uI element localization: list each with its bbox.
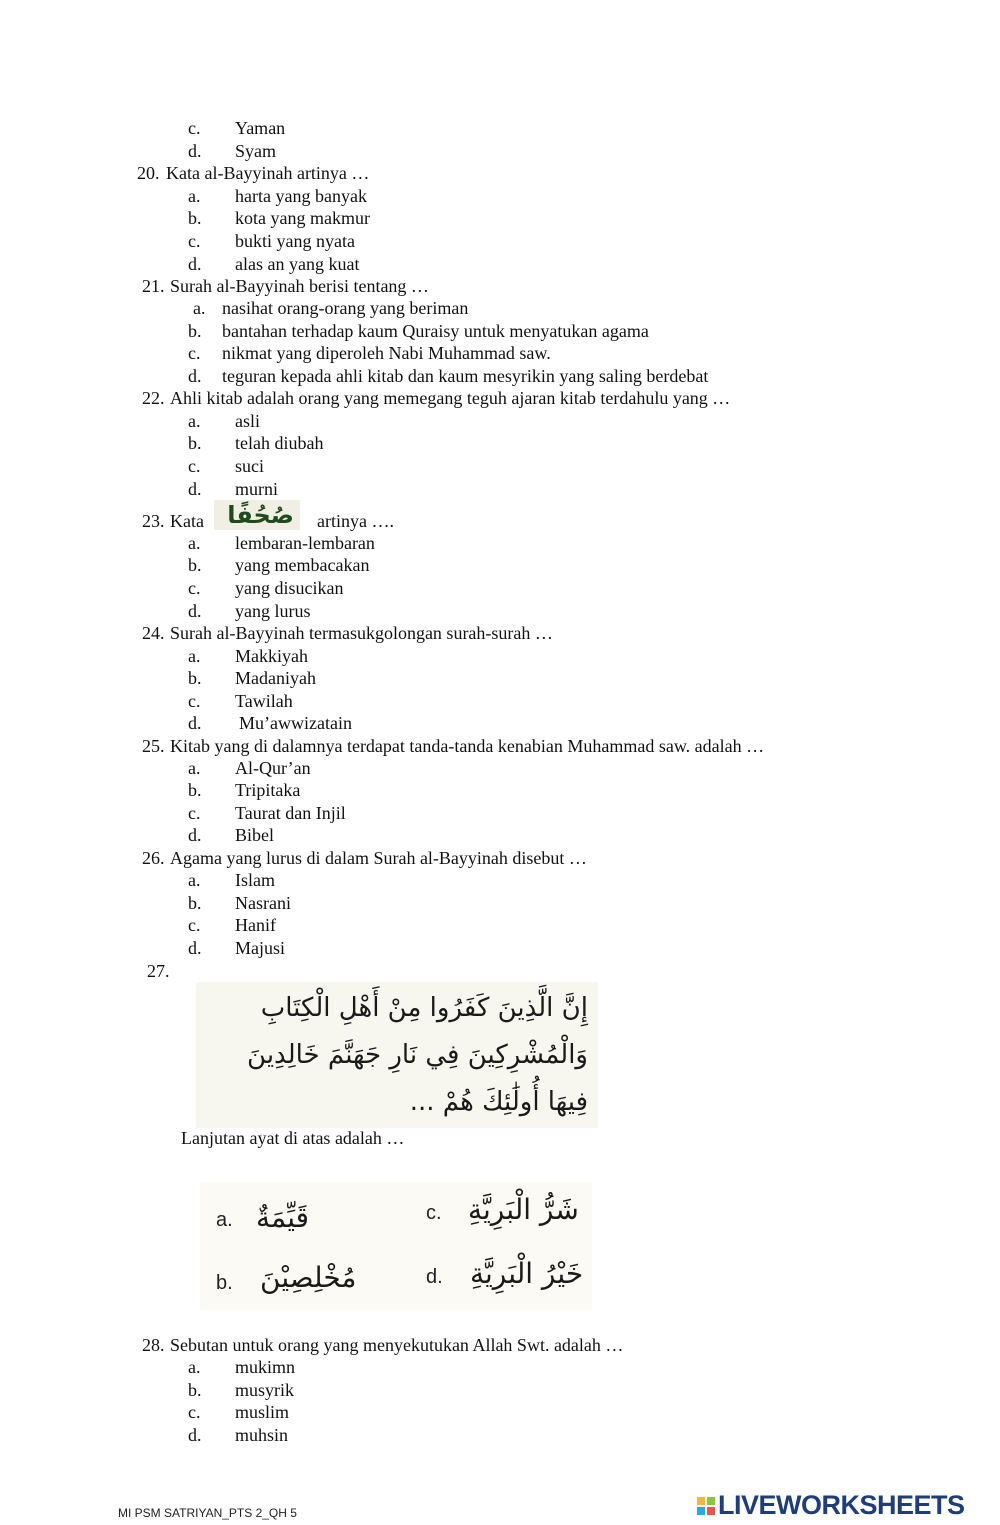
question-number: 20. <box>137 163 160 183</box>
option-text[interactable]: Bibel <box>235 825 274 845</box>
logo-icon <box>697 1497 715 1515</box>
choice-arabic[interactable]: قَيِّمَةٌ <box>256 1201 310 1234</box>
option-text[interactable]: muslim <box>235 1402 290 1422</box>
option-text[interactable]: harta yang banyak <box>235 186 367 206</box>
option-letter: d. <box>188 479 202 499</box>
question-stem: Kitab yang di dalamnya terdapat tanda-tanda kenabian Muhammad saw. adalah … <box>170 736 765 756</box>
liveworksheets-logo[interactable] <box>697 1490 965 1521</box>
option-text[interactable]: Al-Qur’an <box>235 758 311 778</box>
logo-square <box>707 1507 715 1515</box>
option-text[interactable]: Tawilah <box>235 691 293 711</box>
option-text[interactable]: Makkiyah <box>235 646 308 666</box>
option-text[interactable]: murni <box>235 479 278 499</box>
option-letter: b. <box>188 208 202 228</box>
option-letter: a. <box>188 411 201 431</box>
option-text[interactable]: bukti yang nyata <box>235 231 355 251</box>
option-text[interactable]: Tripitaka <box>235 780 301 800</box>
choice-letter: c. <box>426 1202 442 1224</box>
option-letter: c. <box>188 231 201 251</box>
option-letter: c. <box>188 578 201 598</box>
question-stem: Sebutan untuk orang yang menyekutukan Allah Swt. adalah … <box>170 1335 624 1355</box>
choice-arabic[interactable]: شَرُّ الْبَرِيَّةِ <box>468 1193 579 1226</box>
option-letter: c. <box>188 456 201 476</box>
option-letter: a. <box>188 870 201 890</box>
verse-line: فِيهَا أُولَٰئِكَ هُمْ ... <box>409 1087 588 1117</box>
option-letter: c. <box>188 343 201 363</box>
option-letter: d. <box>188 254 202 274</box>
option-text[interactable]: asli <box>235 411 260 431</box>
option-letter: b. <box>188 321 202 341</box>
option-text[interactable]: yang disucikan <box>235 578 344 598</box>
option-letter: a. <box>188 758 201 778</box>
verse-line: وَالْمُشْرِكِينَ فِي نَارِ جَهَنَّمَ خَالِدِينَ <box>247 1040 588 1070</box>
option-letter: d. <box>188 825 202 845</box>
question-stem-after: artinya …. <box>317 511 394 531</box>
option-letter: c. <box>188 691 201 711</box>
option-letter: b. <box>188 555 202 575</box>
footer-text: MI PSM SATRIYAN_PTS 2_QH 5 <box>118 1506 297 1520</box>
option-letter: b. <box>188 893 202 913</box>
option-text[interactable]: Syam <box>235 141 277 161</box>
option-letter: d. <box>188 601 202 621</box>
question-number: 28. <box>142 1335 165 1355</box>
option-text[interactable]: nikmat yang diperoleh Nabi Muhammad saw. <box>222 343 551 363</box>
option-letter: a. <box>193 298 206 318</box>
option-text[interactable]: Majusi <box>235 938 286 958</box>
question-number: 23. <box>142 511 165 531</box>
logo-square <box>707 1497 715 1505</box>
option-text[interactable]: telah diubah <box>235 433 324 453</box>
option-text[interactable]: teguran kepada ahli kitab dan kaum mesyrikin yang saling berdebat <box>222 366 709 386</box>
question-number: 25. <box>142 736 165 756</box>
question-number: 24. <box>142 623 165 643</box>
option-letter: d. <box>188 1425 202 1445</box>
option-letter: d. <box>188 141 202 161</box>
choice-letter: b. <box>216 1272 233 1294</box>
option-text[interactable]: mukimn <box>235 1357 296 1377</box>
option-text[interactable]: alas an yang kuat <box>235 254 360 274</box>
option-text[interactable]: musyrik <box>235 1380 295 1400</box>
option-text[interactable]: Mu’awwizatain <box>239 713 352 733</box>
option-text[interactable]: Taurat dan Injil <box>235 803 346 823</box>
logo-text: LIVEWORKSHEETS <box>718 1490 965 1520</box>
option-letter: b. <box>188 1380 202 1400</box>
option-text[interactable]: Madaniyah <box>235 668 316 688</box>
option-letter: b. <box>188 668 202 688</box>
question-stem: Surah al-Bayyinah termasukgolongan surah-surah … <box>170 623 553 643</box>
option-letter: d. <box>188 938 202 958</box>
option-text[interactable]: nasihat orang-orang yang beriman <box>222 298 469 318</box>
choice-arabic[interactable]: خَيْرُ الْبَرِيَّةِ <box>470 1257 584 1290</box>
question-stem: Surah al-Bayyinah berisi tentang … <box>170 276 429 296</box>
option-text[interactable]: Hanif <box>235 915 276 935</box>
option-text[interactable]: yang lurus <box>235 601 311 621</box>
arabic-word: صُحُفًا <box>227 501 294 529</box>
option-text[interactable]: lembaran-lembaran <box>235 533 375 553</box>
verse-image <box>196 982 598 1128</box>
option-text[interactable]: muhsin <box>235 1425 289 1445</box>
option-letter: c. <box>188 1402 201 1422</box>
option-letter: a. <box>188 646 201 666</box>
verse-line: إِنَّ الَّذِينَ كَفَرُوا مِنْ أَهْلِ الْكِتَابِ <box>260 993 588 1023</box>
question-stem: Kata al-Bayyinah artinya … <box>166 163 370 183</box>
option-text[interactable]: Nasrani <box>235 893 291 913</box>
question-number: 27. <box>147 961 170 981</box>
logo-square <box>697 1507 705 1515</box>
option-letter: b. <box>188 433 202 453</box>
option-letter: d. <box>188 366 202 386</box>
option-text[interactable]: Yaman <box>235 118 286 138</box>
question-number: 21. <box>142 276 165 296</box>
arabic-word-image <box>214 500 300 530</box>
option-letter: d. <box>188 713 202 733</box>
question-number: 26. <box>142 848 165 868</box>
option-letter: b. <box>188 780 202 800</box>
choice-arabic[interactable]: مُخْلِصِيْنَ <box>260 1261 357 1294</box>
choice-letter: a. <box>216 1209 233 1231</box>
logo-square <box>697 1497 705 1505</box>
option-text[interactable]: suci <box>235 456 264 476</box>
option-text[interactable]: kota yang makmur <box>235 208 370 228</box>
choice-letter: d. <box>426 1266 443 1288</box>
question-stem-before: Kata <box>170 511 204 531</box>
option-letter: a. <box>188 186 201 206</box>
question-stem: Ahli kitab adalah orang yang memegang teguh ajaran kitab terdahulu yang … <box>170 388 731 408</box>
question-prompt: Lanjutan ayat di atas adalah … <box>181 1128 405 1148</box>
option-text[interactable]: bantahan terhadap kaum Quraisy untuk menyatukan agama <box>222 321 649 341</box>
option-letter: a. <box>188 1357 201 1377</box>
option-text[interactable]: Islam <box>235 870 275 890</box>
option-letter: a. <box>188 533 201 553</box>
question-number: 22. <box>142 388 165 408</box>
option-letter: c. <box>188 915 201 935</box>
answer-choices-image <box>200 1182 592 1310</box>
question-stem: Agama yang lurus di dalam Surah al-Bayyinah disebut … <box>170 848 587 868</box>
option-text[interactable]: yang membacakan <box>235 555 370 575</box>
option-letter: c. <box>188 803 201 823</box>
option-letter: c. <box>188 118 201 138</box>
